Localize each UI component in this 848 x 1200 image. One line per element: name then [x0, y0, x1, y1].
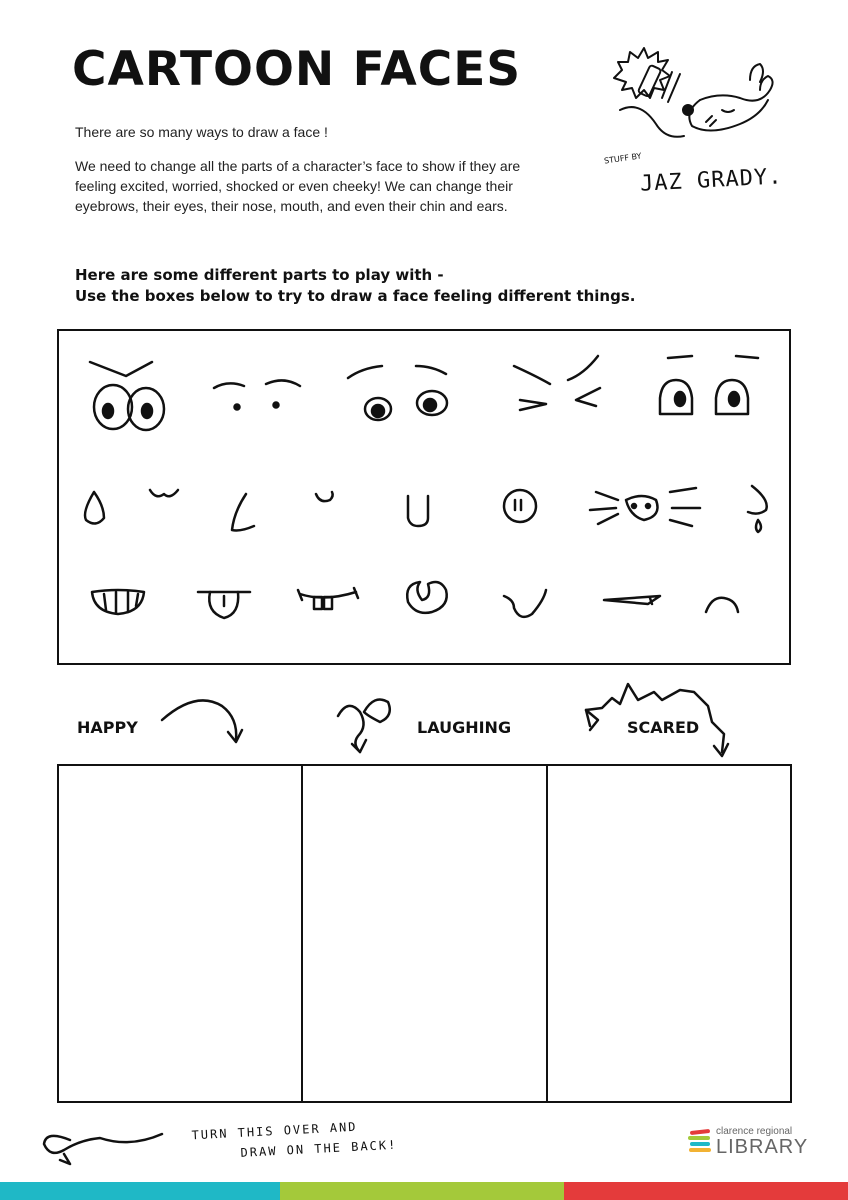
intro-line: There are so many ways to draw a face !: [75, 124, 328, 140]
author-logo: [600, 40, 790, 210]
intro-text: [75, 122, 555, 230]
happy-arrow-icon: [162, 700, 242, 742]
footer-stripe-teal: [0, 1182, 280, 1200]
emotion-label-scared: SCARED: [627, 718, 700, 737]
turn-over-line: DRAW ON THE BACK!: [240, 1137, 398, 1160]
drawing-boxes: [57, 764, 792, 1103]
footer-color-bar: [0, 1182, 848, 1200]
footer-stripe-green: [280, 1182, 564, 1200]
drawing-box-scared[interactable]: [548, 766, 790, 1101]
library-name-small: clarence regional: [716, 1126, 793, 1137]
stuff-by-label: STUFF BY: [603, 151, 642, 166]
mouse-artist-illustration: [600, 40, 790, 160]
emotion-label-happy: HAPPY: [77, 718, 138, 737]
turn-over-line: TURN THIS OVER AND: [191, 1119, 358, 1143]
instruction-line: Use the boxes below to try to draw a face feeling different things.: [75, 287, 636, 305]
face-parts-box: [57, 329, 791, 665]
library-logo: [686, 1124, 816, 1164]
emotion-label-laughing: LAUGHING: [417, 718, 512, 737]
footer-stripe-red: [564, 1182, 848, 1200]
library-name-large: LIBRARY: [716, 1136, 809, 1158]
author-name: JAZ GRADY.: [639, 164, 784, 197]
turn-over-note: [191, 1115, 398, 1166]
squiggle-arrow-icon: [44, 1134, 162, 1164]
drawing-box-happy[interactable]: [59, 766, 303, 1101]
page-title: CARTOON FACES: [72, 42, 522, 97]
instructions: [75, 265, 775, 307]
laughing-arrow-icon: [338, 700, 390, 752]
intro-paragraph: We need to change all the parts of a character’s face to show if they are feeling excited, worried, shocked or even cheeky! We can change their eyebrows, their eyes, their nose, mouth, and even their chin and ears.: [75, 158, 521, 214]
instruction-line: Here are some different parts to play with -: [75, 266, 444, 284]
library-books-icon: [686, 1124, 714, 1154]
drawing-box-laughing[interactable]: [303, 766, 547, 1101]
